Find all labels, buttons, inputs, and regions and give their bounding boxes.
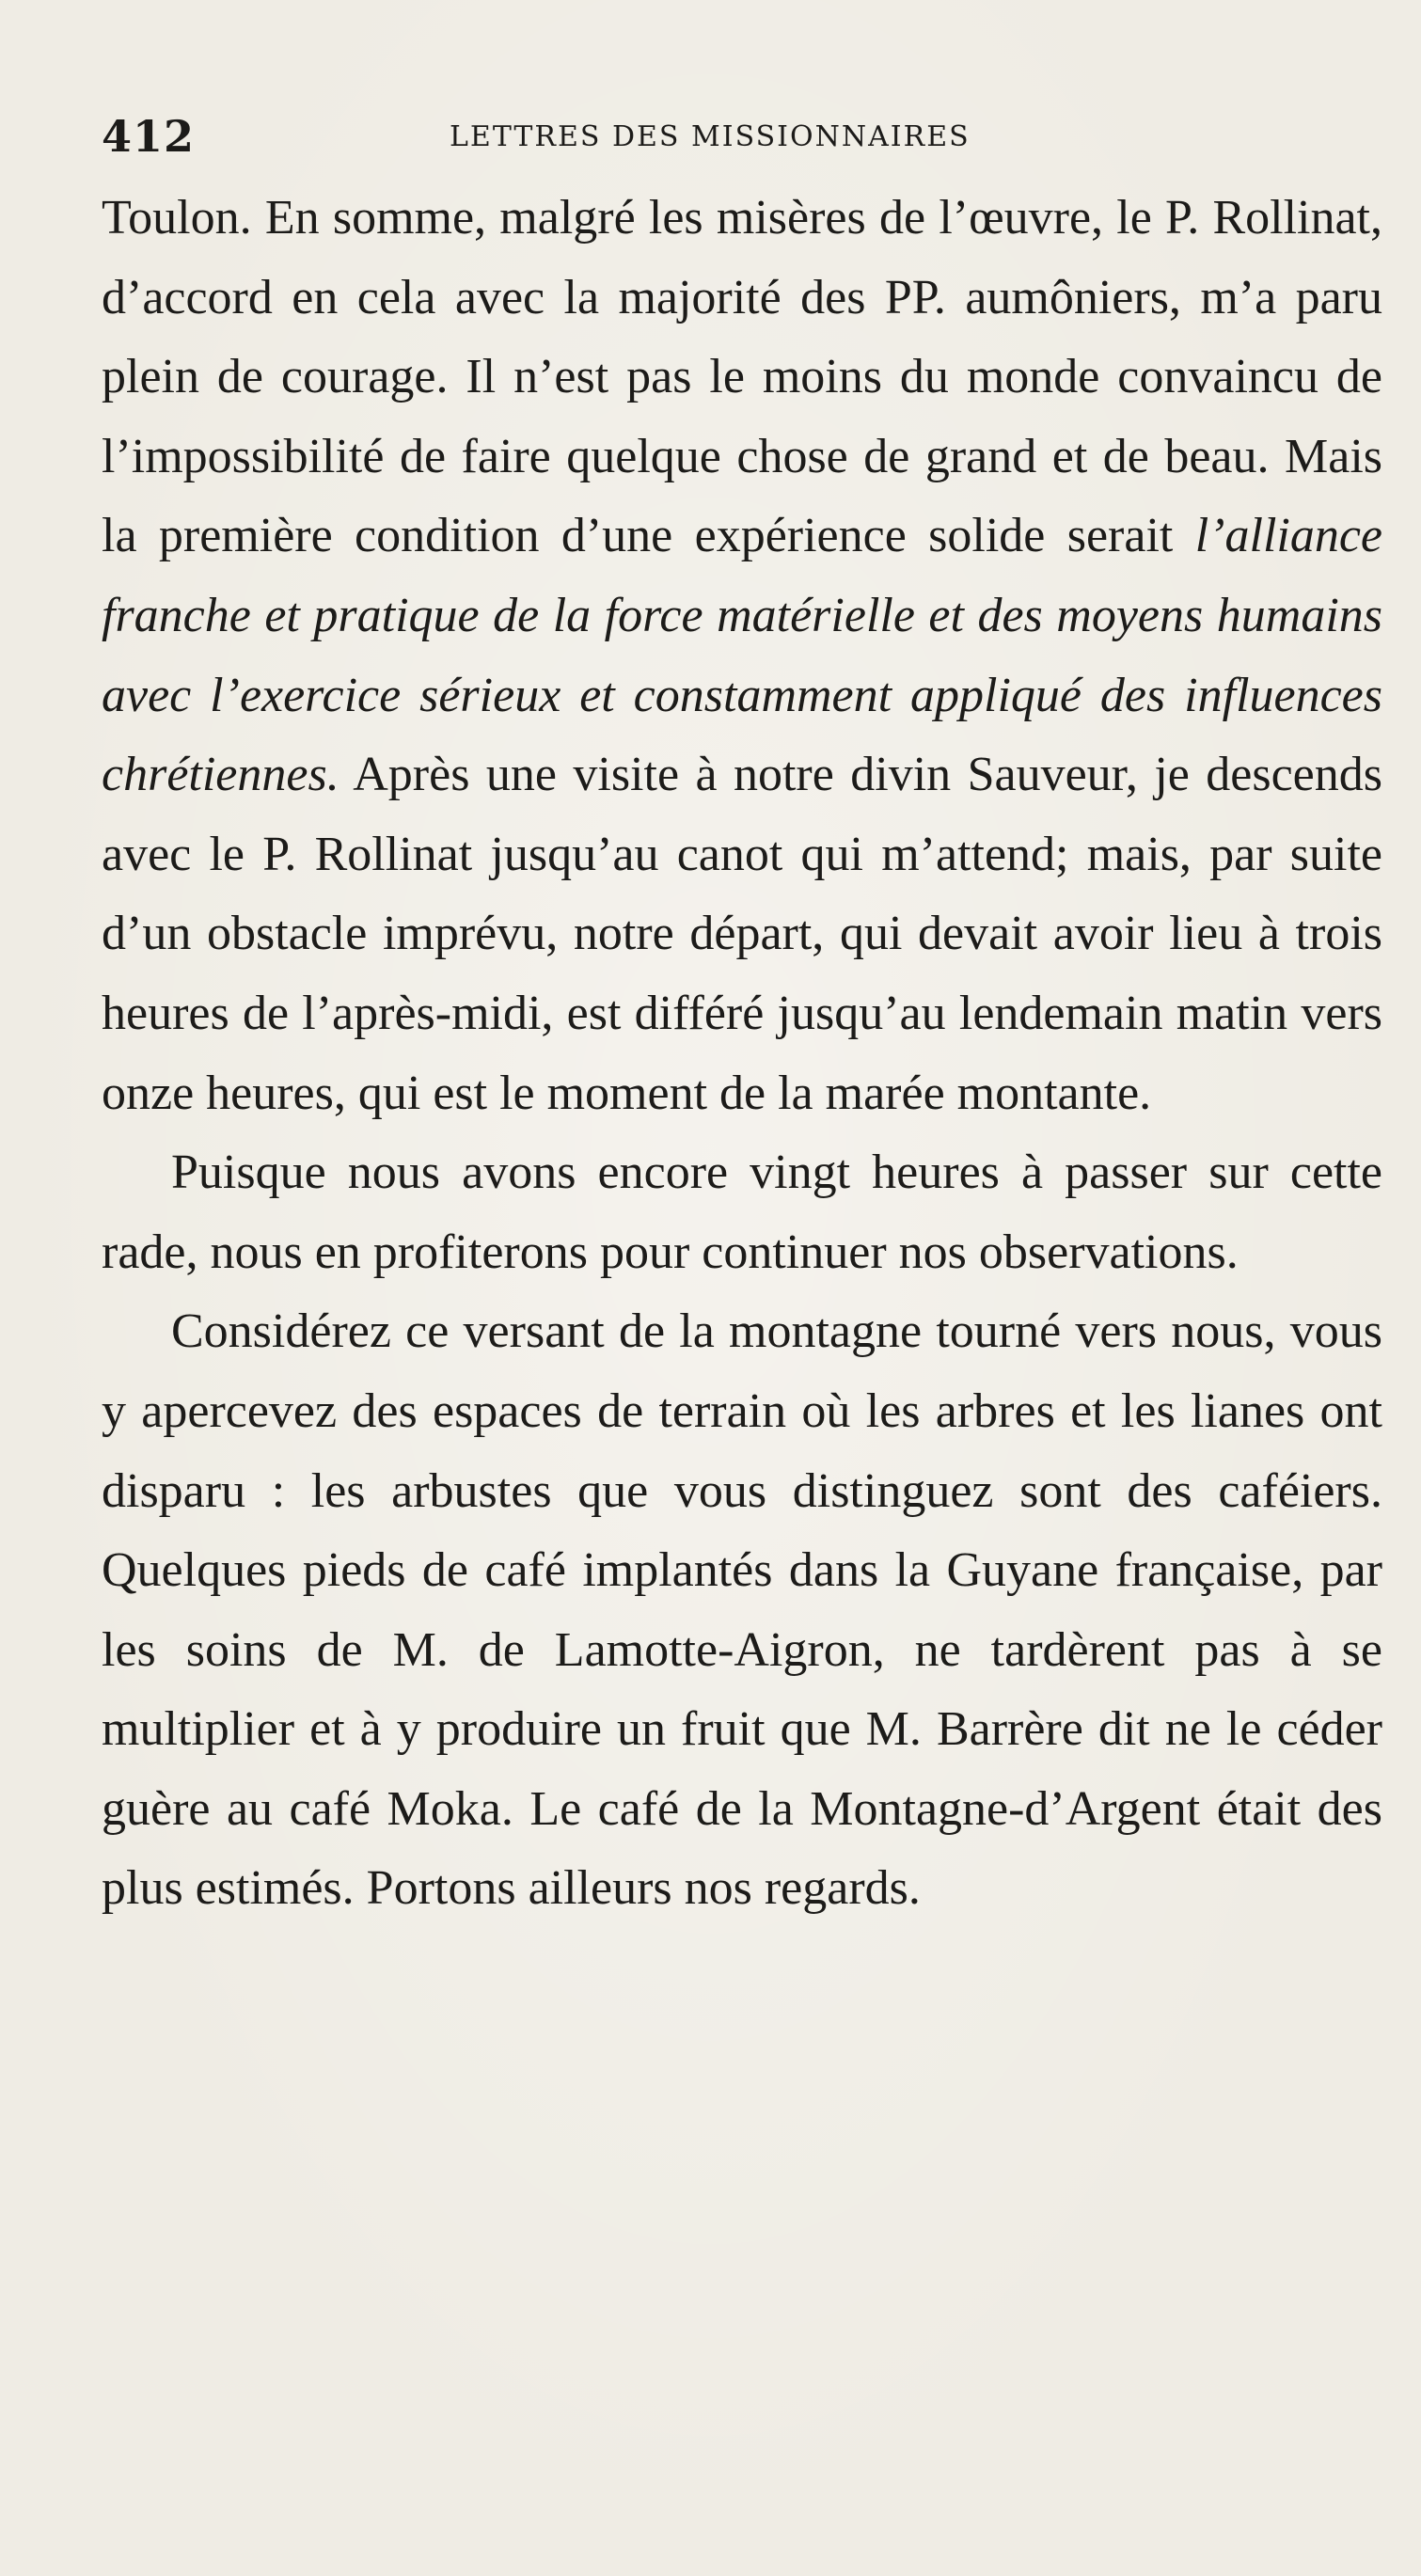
page-header [102, 111, 1381, 167]
paragraph-2: Puisque nous avons encore vingt heures à passer sur cette rade, nous en profiterons pour continuer nos observations. [102, 1146, 1382, 1279]
paragraph-1-italic-quote: l’alliance franche et pratique de la force matérielle et des moyens humains avec l’exercice sérieux et constamment appliqué des influences chrétiennes. [102, 509, 1382, 802]
paragraph-1-text-start: Toulon. En somme, malgré les misères de l’œuvre, le P. Rollinat, d’accord en cela avec la majorité des PP. aumôniers, m’a paru plein de courage. Il n’est pas le moins du monde convaincu de l’impossibilité de faire quelque chose de grand et de beau. Mais la première condition d’une expérience solide serait [102, 191, 1382, 563]
running-head: LETTRES DES MISSIONNAIRES [450, 120, 971, 153]
paragraph-1-text-end: Après une visite à notre divin Sauveur, je descends avec le P. Rollinat jusqu’au canot qui m’attend; mais, par suite d’un obstacle imprévu, notre départ, qui devait avoir lieu à trois heures de l’après-midi, est différé jusqu’au lendemain matin vers onze heures, qui est le moment de la marée montante. [102, 748, 1382, 1120]
body-text [102, 179, 1382, 1929]
page-number: 412 [102, 111, 196, 162]
paragraph-1 [102, 179, 1382, 1133]
paragraph-3: Considérez ce versant de la montagne tourné vers nous, vous y apercevez des espaces de terrain où les arbres et les lianes ont disparu : les arbustes que vous distinguez sont des caféiers. Quelques pieds de café implantés dans la Guyane française, par les soins de M. de Lamotte-Aigron, ne tardèrent pas à se multiplier et à y produire un fruit que M. Barrère dit ne le céder guère au café Moka. Le café de la Montagne-d’Argent était des plus estimés. Portons ailleurs nos regards. [102, 1304, 1382, 1916]
